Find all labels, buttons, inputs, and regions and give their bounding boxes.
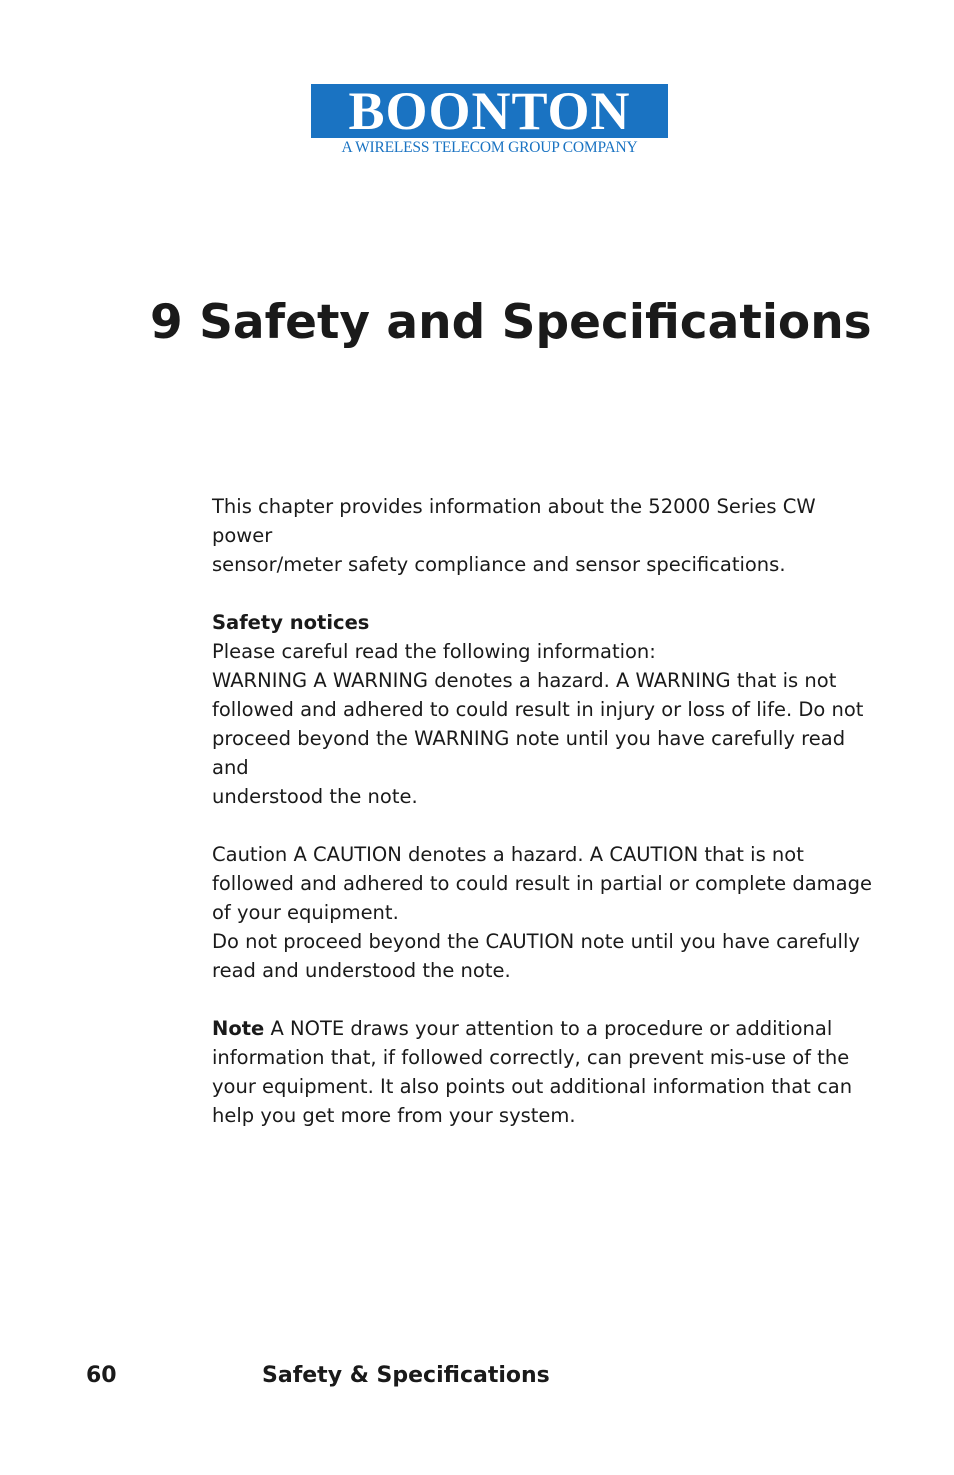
caution-line: followed and adhered to could result in partial or complete damage [212, 872, 872, 895]
warning-line: proceed beyond the WARNING note until you have carefully read and [212, 727, 846, 779]
note-line: A NOTE draws your attention to a procedure or additional [264, 1017, 833, 1040]
note-line: information that, if followed correctly, can prevent mis-use of the [212, 1046, 850, 1069]
chapter-title: 9 Safety and Specifications [150, 295, 872, 350]
intro-line: This chapter provides information about the 52000 Series CW power [212, 495, 816, 547]
page-number: 60 [86, 1363, 117, 1388]
logo-tagline: A WIRELESS TELECOM GROUP COMPANY [341, 139, 638, 156]
warning-line: followed and adhered to could result in injury or loss of life. Do not [212, 698, 864, 721]
caution-line: Do not proceed beyond the CAUTION note until you have carefully [212, 930, 860, 953]
note-line: your equipment. It also points out additional information that can [212, 1075, 853, 1098]
footer-section-title: Safety & Specifications [262, 1363, 550, 1388]
caution-line: read and understood the note. [212, 959, 511, 982]
warning-paragraph [212, 666, 877, 811]
boonton-logo [311, 84, 668, 159]
safety-notices-heading: Safety notices [212, 611, 370, 634]
caution-line: Caution A CAUTION denotes a hazard. A CAUTION that is not [212, 843, 804, 866]
caution-line: of your equipment. [212, 901, 399, 924]
logo-wordmark: BOONTON [311, 84, 668, 138]
chapter-body [212, 492, 877, 1130]
intro-line: sensor/meter safety compliance and sensor specifications. [212, 553, 786, 576]
note-label: Note [212, 1017, 265, 1040]
caution-paragraph [212, 840, 877, 985]
safety-prompt: Please careful read the following information: [212, 640, 656, 663]
warning-line: understood the note. [212, 785, 418, 808]
intro-paragraph [212, 492, 877, 579]
note-paragraph [212, 1014, 877, 1130]
warning-line: WARNING A WARNING denotes a hazard. A WARNING that is not [212, 669, 837, 692]
note-line: help you get more from your system. [212, 1104, 576, 1127]
